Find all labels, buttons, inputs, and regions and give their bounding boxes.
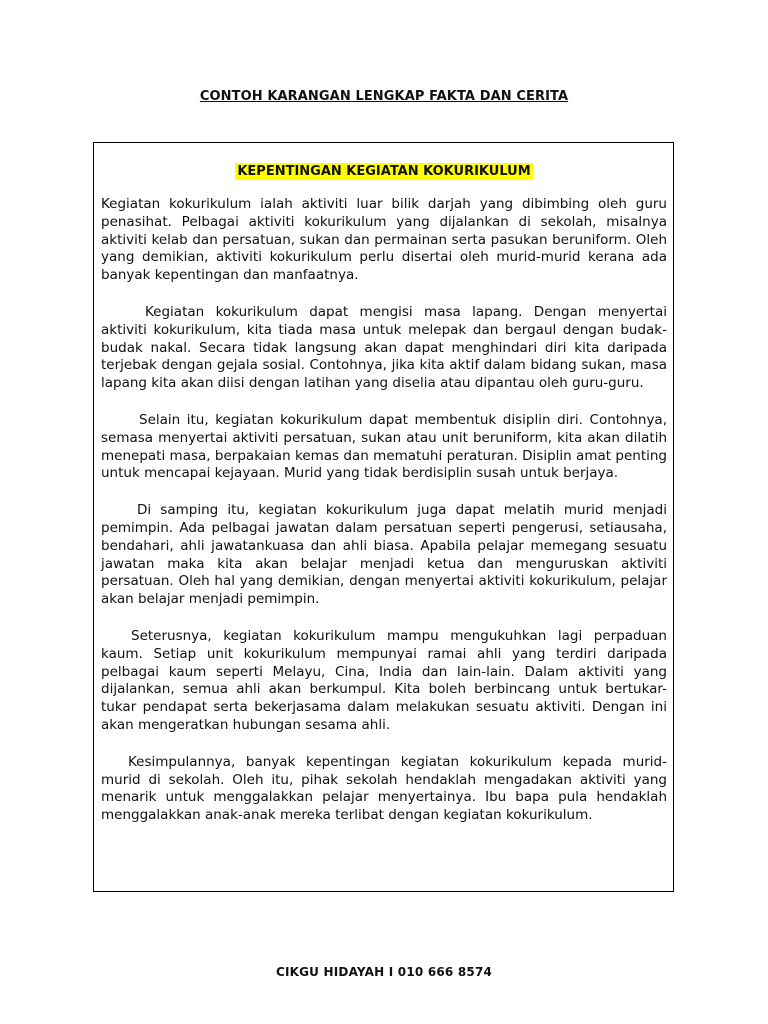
paragraph-point-2: Selain itu, kegiatan kokurikulum dapat membentuk disiplin diri. Contohnya, semasa menyertai aktiviti persatuan, sukan atau unit beruniform, kita akan dilatih menepati masa, berpakaian kemas dan mematuhi peraturan. Disiplin amat penting untuk mencapai kejayaan. Murid yang tidak berdisiplin susah untuk berjaya. — [101, 411, 667, 482]
paragraph-point-4: Seterusnya, kegiatan kokurikulum mampu mengukuhkan lagi perpaduan kaum. Setiap unit kokurikulum mempunyai ramai ahli yang terdiri daripada pelbagai kaum seperti Melayu, Cina, India dan lain-lain. Dalam aktiviti yang dijalankan, semua ahli akan berkumpul. Kita boleh berbincang untuk bertukar-tukar pendapat serta bekerjasama dalam melakukan sesuatu aktiviti. Dengan ini akan mengeratkan hubungan sesama ahli. — [101, 627, 667, 733]
paragraph-point-3: Di samping itu, kegiatan kokurikulum juga dapat melatih murid menjadi pemimpin. Ada pelbagai jawatan dalam persatuan seperti pengerusi, setiausaha, bendahari, ahli jawatankuasa dan ahli biasa. Apabila pelajar memegang sesuatu jawatan maka kita akan belajar menjadi ketua dan menguruskan aktiviti persatuan. Oleh hal yang demikian, dengan menyertai aktiviti kokurikulum, pelajar akan belajar menjadi pemimpin. — [101, 502, 667, 608]
essay-title: KEPENTINGAN KEGIATAN KOKURIKULUM — [237, 164, 531, 179]
footer-contact: CIKGU HIDAYAH I 010 666 8574 — [275, 965, 493, 979]
essay-box — [93, 142, 674, 892]
page-heading: CONTOH KARANGAN LENGKAP FAKTA DAN CERITA — [199, 89, 569, 104]
essay-title-wrap — [101, 160, 667, 180]
paragraph-point-1: Kegiatan kokurikulum dapat mengisi masa lapang. Dengan menyertai aktiviti kokurikulum, kita tiada masa untuk melepak dan bergaul dengan budak-budak nakal. Secara tidak langsung akan dapat menghindari diri kita daripada terjebak dengan gejala sosial. Contohnya, jika kita aktif dalam bidang sukan, masa lapang kita akan diisi dengan latihan yang diselia atau dipantau oleh guru-guru. — [101, 303, 667, 392]
paragraph-conclusion: Kesimpulannya, banyak kepentingan kegiatan kokurikulum kepada murid-murid di sekolah. Oleh itu, pihak sekolah hendaklah mengadakan aktiviti yang menarik untuk menggalakkan pelajar menyertainya. Ibu bapa pula hendaklah menggalakkan anak-anak mereka terlibat dengan kegiatan kokurikulum. — [101, 753, 667, 824]
paragraph-introduction: Kegiatan kokurikulum ialah aktiviti luar bilik darjah yang dibimbing oleh guru penasihat. Pelbagai aktiviti kokurikulum yang dijalankan di sekolah, misalnya aktiviti kelab dan persatuan, sukan dan permainan serta pasukan beruniform. Oleh yang demikian, aktiviti kokurikulum perlu disertai oleh murid-murid kerana ada banyak kepentingan dan manfaatnya. — [101, 196, 667, 284]
